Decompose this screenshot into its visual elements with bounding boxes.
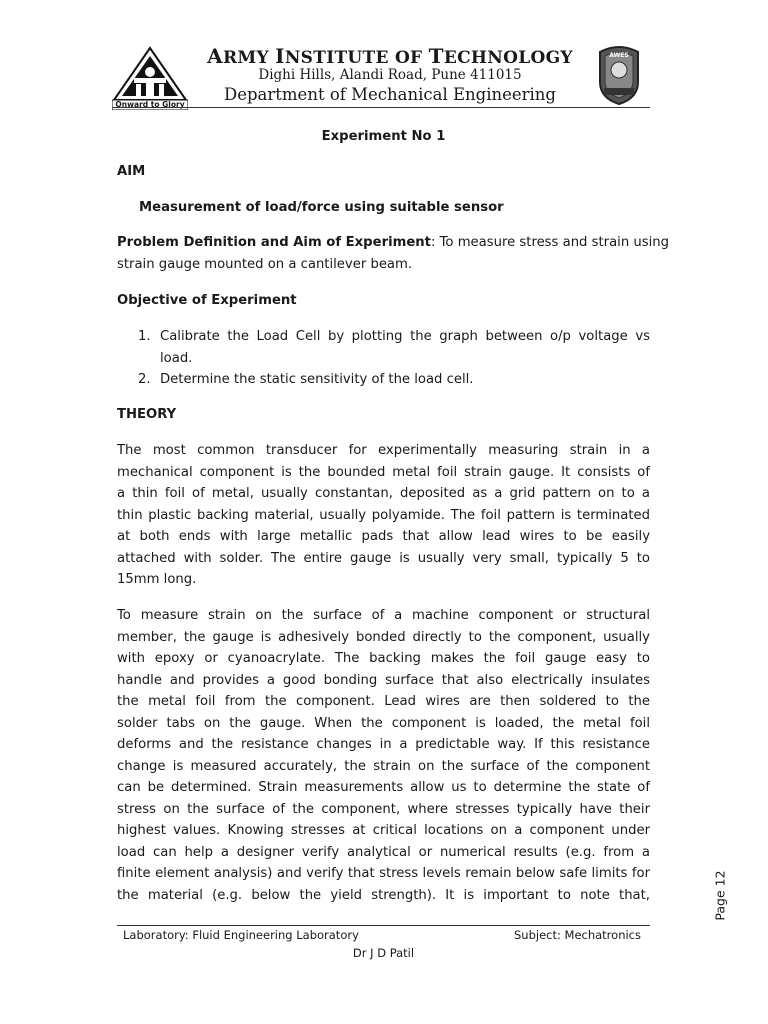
department-name: Department of Mechanical Engineering	[224, 85, 556, 104]
institute-logo	[112, 46, 188, 110]
problem-definition	[117, 232, 670, 275]
problem-label: Problem Definition and Aim of Experiment	[117, 235, 431, 250]
aim-text: Measurement of load/force using suitable sensor	[139, 200, 504, 215]
experiment-title: Experiment No 1	[321, 129, 446, 144]
institute-address: Dighi Hills, Alandi Road, Pune 411015	[258, 67, 522, 83]
objective-item: Determine the static sensitivity of the load cell.	[160, 372, 474, 387]
footer-laboratory: Laboratory: Fluid Engineering Laboratory	[123, 928, 359, 942]
theory-heading: THEORY	[117, 407, 177, 422]
theory-paragraph-1: The most common transducer for experimentally measuring strain in a mechanical component is the bounded metal foil strain gauge. It consists of a thin foil of metal, usually constantan, deposited as a grid pattern on to a thin plastic backing material, usually polyamide. The foil pattern is terminated at both ends with large metallic pads that allow lead wires to be easily attached with solder. The entire gauge is usually very small, typically 5 to 15mm long.	[117, 443, 650, 587]
aim-heading: AIM	[117, 164, 146, 179]
crest-text: AWES	[609, 52, 629, 59]
footer-author: Dr J D Patil	[352, 946, 415, 960]
objective-number: 1.	[138, 329, 151, 344]
header-divider	[112, 107, 650, 108]
footer-subject: Subject: Mechatronics	[514, 928, 641, 942]
footer-divider	[117, 925, 650, 926]
problem-line-2: strain gauge mounted on a cantilever beam.	[117, 256, 413, 272]
awes-crest	[594, 42, 644, 106]
objective-item: Calibrate the Load Cell by plotting the graph between o/p voltage vs load.	[160, 329, 650, 366]
objective-heading: Objective of Experiment	[117, 293, 297, 308]
institute-name: ARMY INSTITUTE OF TECHNOLOGY	[207, 44, 573, 68]
objective-number: 2.	[138, 372, 151, 387]
theory-paragraph-2: To measure strain on the surface of a machine component or structural member, the gauge is adhesively bonded directly to the component, usually with epoxy or cyanoacrylate. The backing makes the foil gauge easy to handle and provides a good bonding surface that also electrically insulates the metal foil from the component. Lead wires are then soldered to the solder tabs on the gauge. When the component is loaded, the metal foil deforms and the resistance changes in a predictable way. If this resistance change is measured accurately, the strain on the surface of the component can be determined. Strain measurements allow us to determine the state of stress on the surface of the component, where stresses typically have their highest values. Knowing stresses at critical locations on a component under load can help a designer verify analytical or numerical results (e.g. from a finite element analysis) and verify that stress levels remain below safe limits for the material (e.g. below the yield strength). It is important to note that,	[117, 608, 650, 903]
page-number: Page 12	[712, 870, 728, 921]
problem-line-1: : To measure stress and strain using	[430, 235, 670, 250]
logo-motto: Onward to Glory	[115, 100, 185, 109]
